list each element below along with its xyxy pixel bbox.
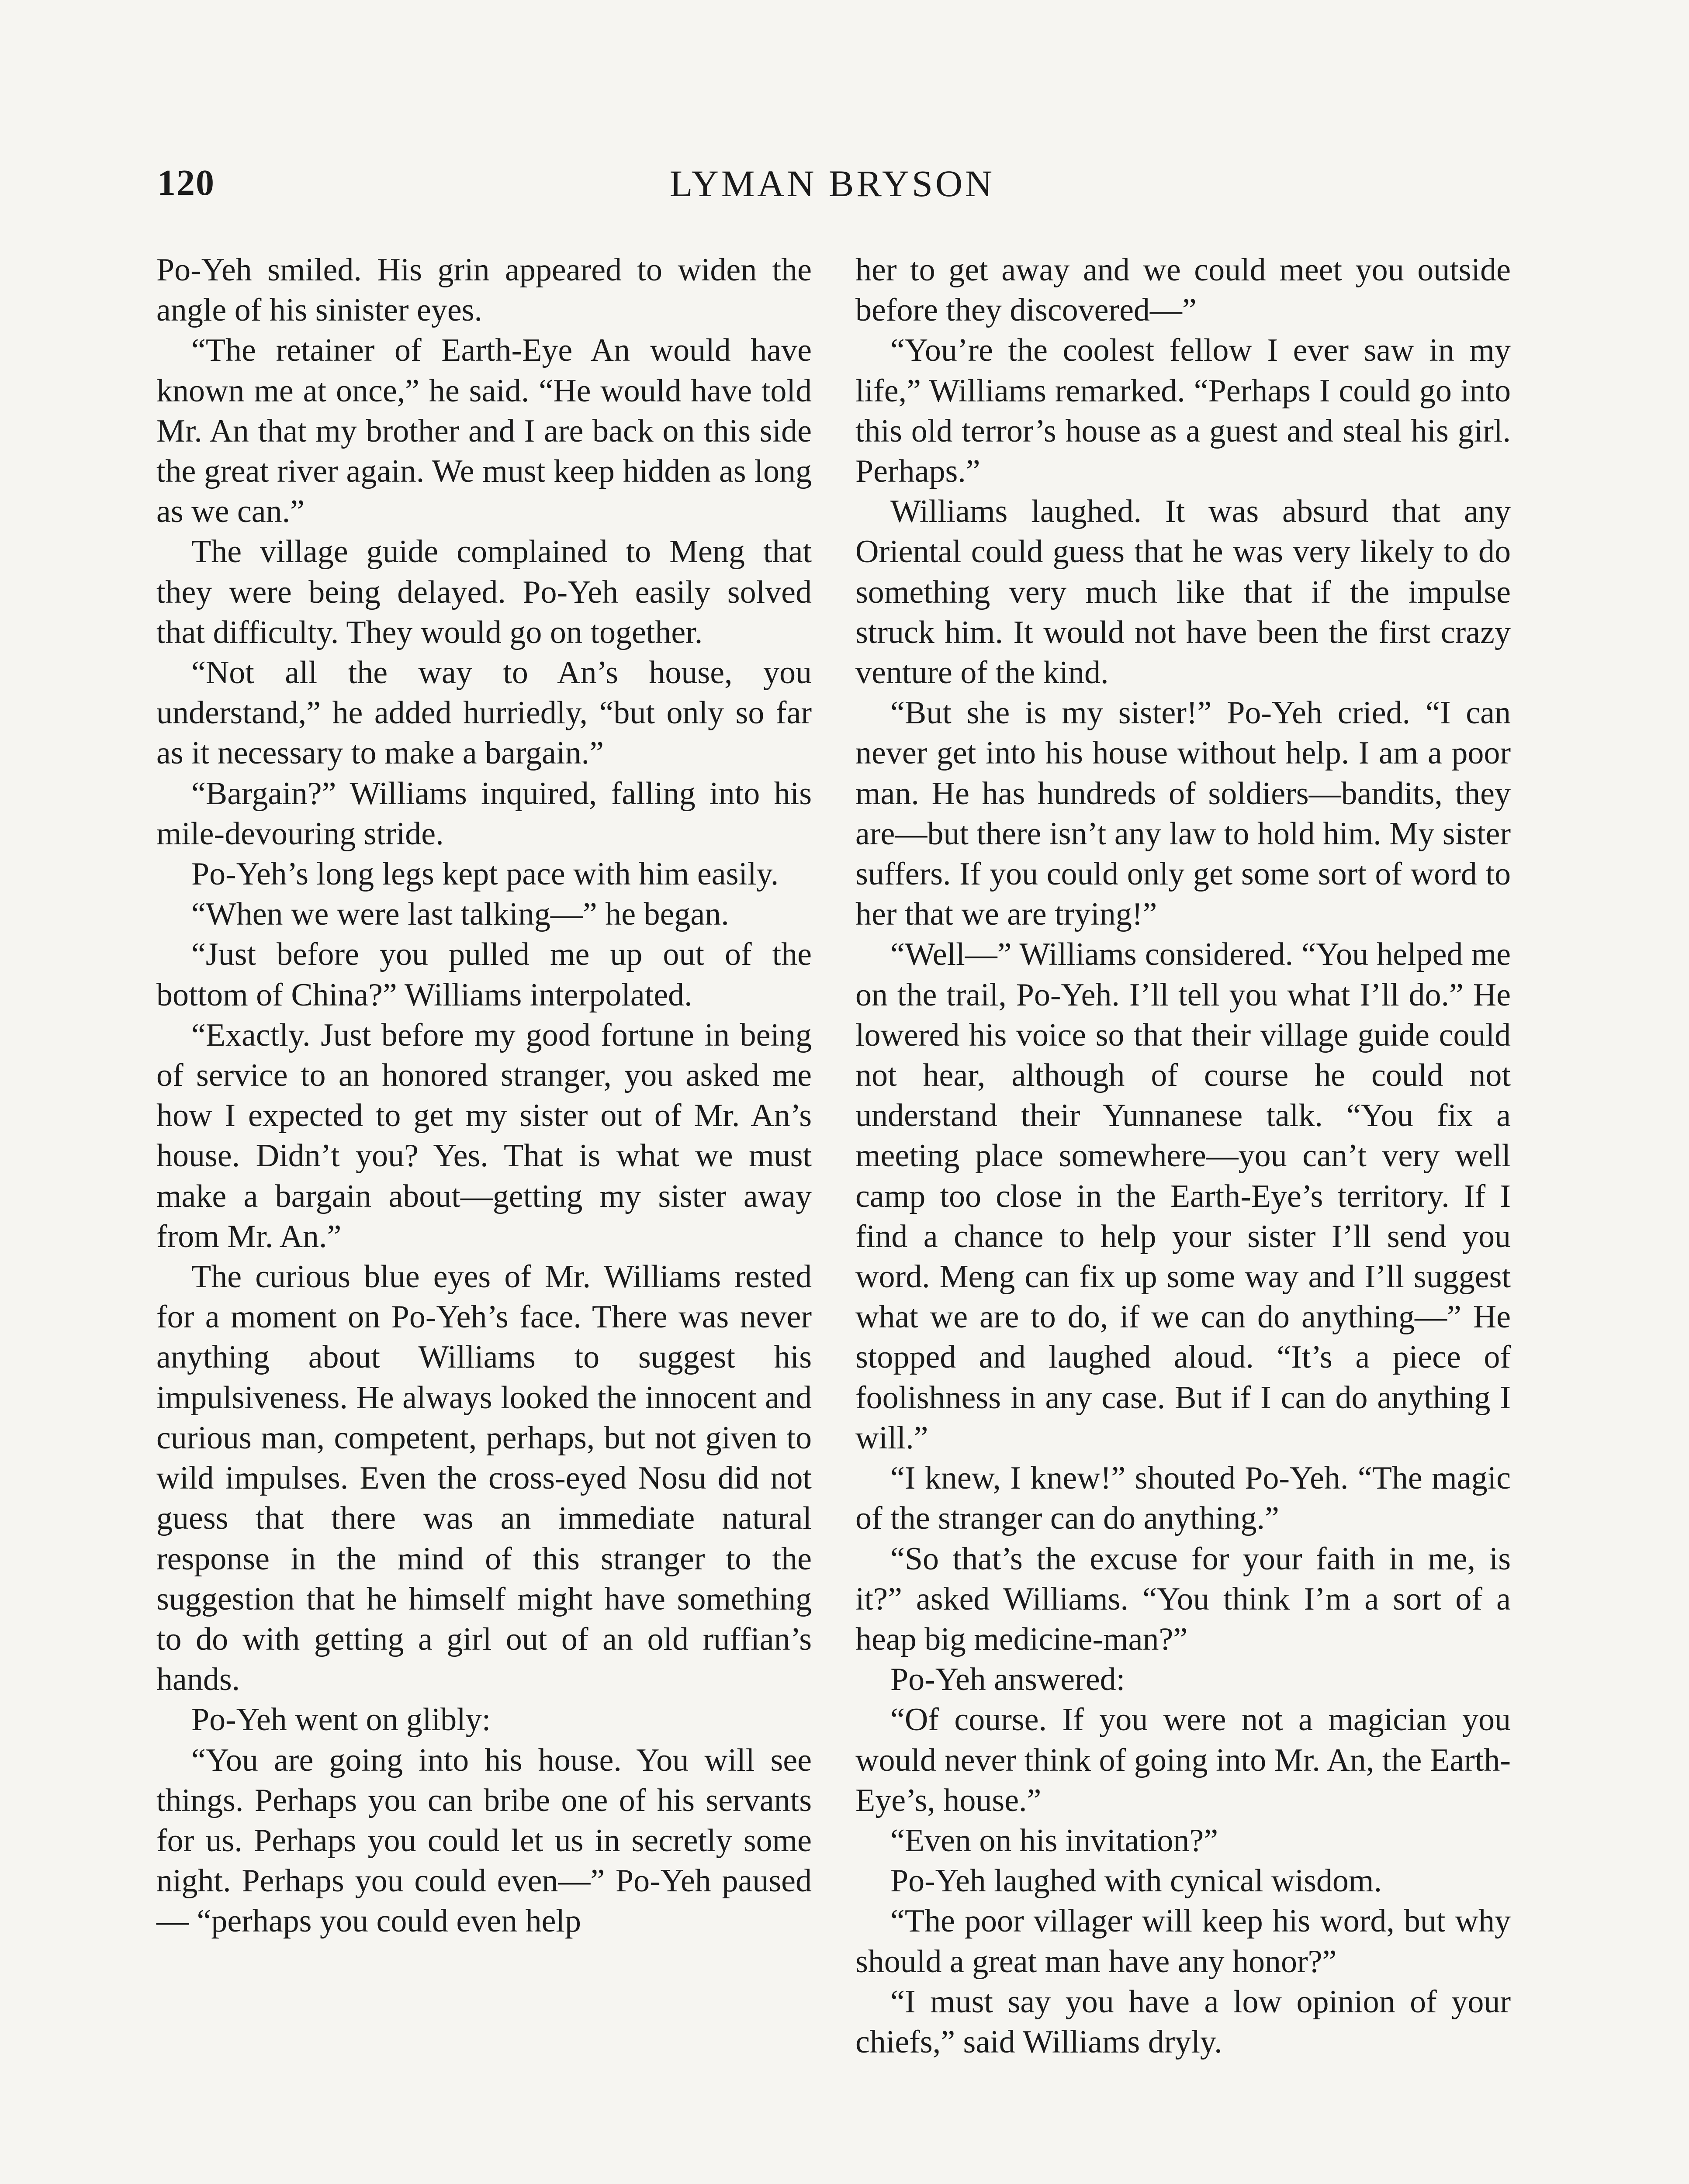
- paragraph: The curious blue eyes of Mr. Williams rested for a moment on Po-Yeh’s face. There was never anything about Williams to suggest his impulsiveness. He always looked the innocent and curious man, competent, perhaps, but not given to wild impulses. Even the cross-eyed Nosu did not guess that there was an immediate natural response in the mind of this stranger to the suggestion that he himself might have something to do with getting a girl out of an old ruffian’s hands.: [156, 1259, 812, 1698]
- paragraph: Po-Yeh smiled. His grin appeared to widen the angle of his sinister eyes.: [156, 252, 812, 328]
- paragraph: “Bargain?” Williams inquired, falling into his mile-devouring stride.: [156, 775, 812, 852]
- paragraph: “The retainer of Earth-Eye An would have known me at once,” he said. “He would have told Mr. An that my brother and I are back on this side the great river again. We must keep hidden as long as we can.”: [156, 332, 812, 530]
- paragraph: Williams laughed. It was absurd that any Oriental could guess that he was very likely to do something very much like that if the impulse struck him. It would not have been the first crazy venture of the kind.: [855, 494, 1511, 691]
- paragraph: “You’re the coolest fellow I ever saw in my life,” Williams remarked. “Perhaps I could go into this old terror’s house as a guest and steal his girl. Perhaps.”: [855, 332, 1511, 490]
- paragraph: “The poor villager will keep his word, but why should a great man have any honor?”: [855, 1903, 1511, 1980]
- right-column: [855, 250, 1511, 2062]
- paragraph: “Exactly. Just before my good fortune in being of service to an honored stranger, you asked me how I expected to get my sister out of Mr. An’s house. Didn’t you? Yes. That is what we must make a bargain about—getting my sister away from Mr. An.”: [156, 1017, 812, 1254]
- paragraph: “You are going into his house. You will see things. Perhaps you can bribe one of his servants for us. Perhaps you could let us in secretly some night. Perhaps you could even—” Po-Yeh paused— “perhaps you could even help: [156, 1742, 812, 1939]
- paragraph: Po-Yeh laughed with cynical wisdom.: [890, 1863, 1382, 1899]
- paragraph: “Just before you pulled me up out of the bottom of China?” Williams interpolated.: [156, 936, 812, 1013]
- paragraph: “Even on his invitation?”: [890, 1822, 1218, 1859]
- paragraph: “Of course. If you were not a magician you would never think of going into Mr. An, the Earth-Eye’s, house.”: [855, 1702, 1511, 1818]
- paragraph: “But she is my sister!” Po-Yeh cried. “I can never get into his house without help. I am a poor man. He has hundreds of soldiers—bandits, they are—but there isn’t any law to hold him. My sister suffers. If you could only get some sort of word to her that we are trying!”: [855, 695, 1511, 933]
- left-column: [156, 250, 812, 1942]
- page-header: [157, 162, 1507, 218]
- paragraph: “Well—” Williams considered. “You helped me on the trail, Po-Yeh. I’ll tell you what I’ll do.” He lowered his voice so that their village guide could not hear, although of course he could not understand their Yunnanese talk. “You fix a meeting place somewhere—you can’t very well camp too close in the Earth-Eye’s territory. If I find a chance to help your sister I’ll send you word. Meng can fix up some way and I’ll suggest what we are to do, if we can do anything—” He stopped and laughed aloud. “It’s a piece of foolishness in any case. But if I can do anything I will.”: [855, 936, 1511, 1456]
- running-head: LYMAN BRYSON: [669, 162, 995, 204]
- paragraph: her to get away and we could meet you outside before they discovered—”: [855, 252, 1511, 328]
- paragraph: Po-Yeh answered:: [890, 1662, 1125, 1698]
- paragraph: “When we were last talking—” he began.: [191, 896, 729, 933]
- paragraph: Po-Yeh went on glibly:: [191, 1702, 491, 1738]
- paragraph: “I must say you have a low opinion of your chiefs,” said Williams dryly.: [855, 1984, 1511, 2060]
- paragraph: “Not all the way to An’s house, you understand,” he added hurriedly, “but only so far as it necessary to make a bargain.”: [156, 655, 812, 771]
- page-number: 120: [157, 162, 215, 203]
- paragraph: “I knew, I knew!” shouted Po-Yeh. “The magic of the stranger can do anything.”: [855, 1460, 1511, 1537]
- paragraph: “So that’s the excuse for your faith in me, is it?” asked Williams. “You think I’m a sort of a heap big medicine-man?”: [855, 1541, 1511, 1657]
- paragraph: Po-Yeh’s long legs kept pace with him easily.: [191, 856, 779, 892]
- paragraph: The village guide complained to Meng that they were being delayed. Po-Yeh easily solved that difficulty. They would go on together.: [156, 534, 812, 650]
